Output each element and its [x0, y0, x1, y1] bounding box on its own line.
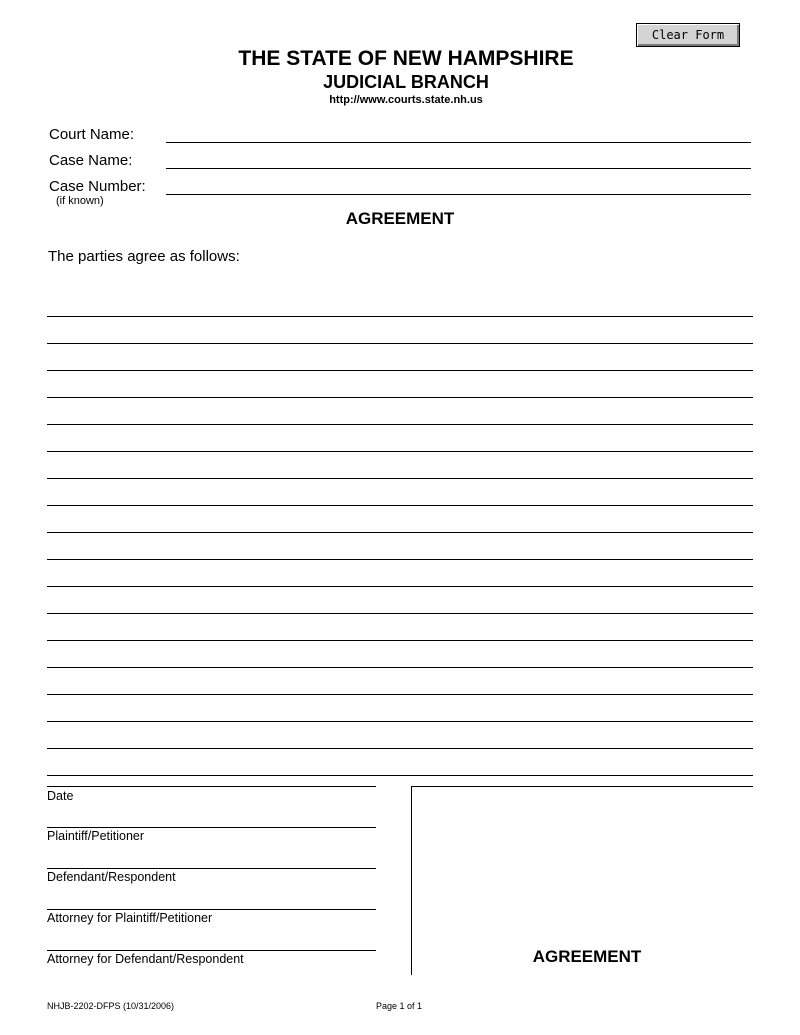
agreement-line[interactable] [47, 560, 753, 587]
case-name-label: Case Name: [49, 152, 133, 169]
agreement-line[interactable] [47, 317, 753, 344]
case-number-label: Case Number: [49, 178, 146, 195]
agreement-line[interactable] [47, 641, 753, 668]
branch-title: JUDICIAL BRANCH [323, 72, 489, 92]
agreement-line[interactable] [47, 479, 753, 506]
attorney-defendant-signature-line[interactable] [47, 950, 376, 951]
form-title: AGREEMENT [345, 209, 455, 228]
agreement-line[interactable] [47, 749, 753, 776]
defendant-signature-line[interactable] [47, 868, 376, 869]
attorney-plaintiff-signature-line[interactable] [47, 909, 376, 910]
defendant-label: Defendant/Respondent [47, 870, 176, 884]
state-title: THE STATE OF NEW HAMPSHIRE [238, 47, 574, 70]
attorney-plaintiff-label: Attorney for Plaintiff/Petitioner [47, 911, 213, 925]
attorney-defendant-label: Attorney for Defendant/Respondent [47, 952, 244, 966]
agreement-line[interactable] [47, 533, 753, 560]
agreement-line[interactable] [47, 452, 753, 479]
date-label: Date [47, 789, 74, 803]
agreement-line[interactable] [47, 398, 753, 425]
court-name-label: Court Name: [49, 126, 135, 143]
page-number: Page 1 of 1 [376, 1001, 423, 1011]
intro-text: The parties agree as follows: [48, 248, 240, 265]
agreement-line[interactable] [47, 506, 753, 533]
box-title: AGREEMENT [532, 947, 642, 966]
plaintiff-signature-line[interactable] [47, 827, 376, 828]
court-name-input[interactable] [166, 124, 751, 143]
case-name-input[interactable] [166, 150, 751, 169]
box-top-border [411, 786, 753, 787]
agreement-text-area[interactable] [47, 290, 753, 776]
plaintiff-label: Plaintiff/Petitioner [47, 829, 145, 843]
agreement-line[interactable] [47, 722, 753, 749]
agreement-line[interactable] [47, 695, 753, 722]
case-number-input[interactable] [166, 176, 751, 195]
agreement-line[interactable] [47, 344, 753, 371]
clear-form-button[interactable]: Clear Form [636, 23, 740, 47]
agreement-line[interactable] [47, 371, 753, 398]
case-number-note: (if known) [56, 195, 104, 207]
court-url: http://www.courts.state.nh.us [329, 94, 483, 106]
agreement-line[interactable] [47, 668, 753, 695]
date-signature-line[interactable] [47, 786, 376, 787]
form-id: NHJB-2202-DFPS (10/31/2006) [47, 1001, 175, 1011]
agreement-line[interactable] [47, 290, 753, 317]
agreement-line[interactable] [47, 587, 753, 614]
agreement-line[interactable] [47, 425, 753, 452]
agreement-line[interactable] [47, 614, 753, 641]
